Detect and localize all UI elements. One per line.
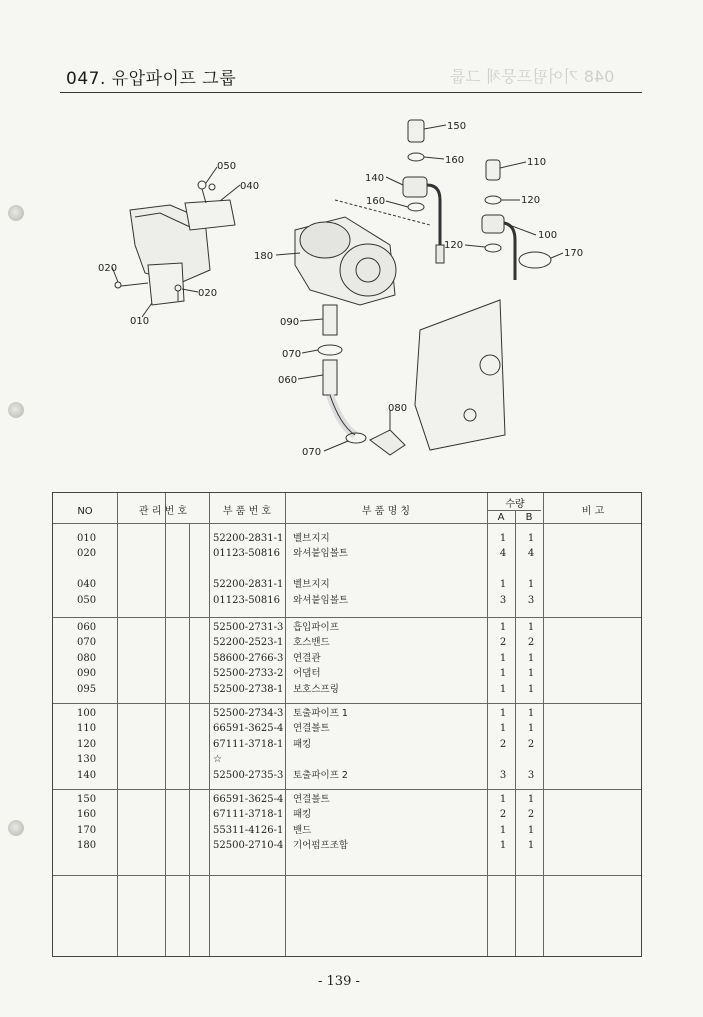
- qty-a-cell: 1: [499, 824, 507, 836]
- part-no-cell: 040: [77, 579, 97, 591]
- parts-table: [52, 492, 642, 957]
- part-number-cell: 52500-2734-3: [213, 708, 284, 719]
- part-name-cell: 토출파이프 1: [293, 708, 348, 719]
- callout-180: 180: [254, 251, 274, 262]
- callout-020: 020: [198, 288, 218, 299]
- page-title: 047. 유압파이프 그룹: [66, 69, 237, 89]
- callout-080: 080: [388, 403, 408, 414]
- qty-b-cell: 2: [527, 637, 535, 649]
- callout-150: 150: [447, 121, 467, 132]
- callout-110: 110: [527, 157, 547, 168]
- part-name-cell: 토출파이프 2: [293, 769, 348, 781]
- qty-b-cell: 1: [527, 840, 535, 852]
- qty-b-cell: 4: [527, 548, 535, 560]
- qty-a-cell: 2: [499, 809, 507, 821]
- part-number-cell: ☆: [213, 754, 222, 766]
- part-name-cell: 연결볼트: [293, 723, 330, 735]
- part-number-cell: 01123-50816: [213, 548, 281, 560]
- part-name-cell: 기어펌프조합: [293, 840, 349, 852]
- header-quantity: 수량: [505, 499, 525, 510]
- exploded-parts-diagram: [90, 105, 610, 475]
- pipe-block-140: [403, 177, 427, 197]
- binder-hole: [8, 402, 24, 418]
- qty-b-cell: 3: [527, 769, 535, 781]
- adapter-090: [323, 305, 337, 335]
- binder-hole: [8, 820, 24, 836]
- callout-120: 120: [444, 240, 464, 251]
- callout-070: 070: [302, 447, 322, 458]
- part-no-cell: 140: [77, 769, 97, 781]
- part-number-cell: 52500-2710-4: [213, 840, 284, 852]
- qty-a-cell: 1: [499, 683, 507, 695]
- header-part-number: 부 품 번 호: [222, 506, 272, 517]
- part-number-cell: 52500-2738-1: [213, 683, 284, 695]
- qty-b-cell: 2: [527, 738, 535, 750]
- bolt-110: [486, 160, 500, 180]
- part-name-cell: 패킹: [293, 738, 312, 750]
- header-remark: 비 고: [581, 506, 605, 517]
- bolt-150: [408, 120, 424, 142]
- part-name-cell: 연결볼트: [293, 794, 330, 805]
- pump-end-cover: [340, 244, 396, 296]
- part-no-cell: 100: [77, 708, 97, 719]
- part-no-cell: 080: [77, 652, 97, 664]
- qty-b-cell: 2: [527, 809, 535, 821]
- part-no-cell: 010: [77, 533, 97, 544]
- part-name-cell: 보호스프링: [293, 683, 339, 695]
- part-number-cell: 52200-2523-1: [213, 637, 284, 649]
- valve-support-upper: [185, 200, 235, 230]
- part-name-cell: 연결관: [293, 652, 321, 664]
- part-no-cell: 095: [77, 683, 97, 695]
- bleed-through-title: 048 기어펌프뭉체 그룹: [450, 67, 615, 86]
- qty-a-cell: 2: [499, 738, 507, 750]
- qty-b-cell: 1: [527, 824, 535, 836]
- part-number-cell: 52500-2733-2: [213, 668, 284, 680]
- header-management-number: 관 리 번 호: [138, 506, 188, 517]
- callout-120: 120: [521, 195, 541, 206]
- part-name-cell: 호스밴드: [293, 637, 330, 649]
- qty-b-cell: 1: [527, 794, 535, 805]
- part-number-cell: 67111-3718-1: [213, 809, 284, 821]
- part-number-cell: 52200-2831-1: [213, 579, 284, 591]
- part-name-cell: 밴드: [293, 824, 312, 836]
- part-name-cell: 흡입파이프: [293, 622, 339, 633]
- part-name-cell: 어댑터: [293, 668, 321, 680]
- bolt-050: [198, 181, 206, 189]
- valve-support-lower: [148, 263, 184, 305]
- part-no-cell: 090: [77, 668, 97, 680]
- part-name-cell: 와셔붙임볼트: [293, 594, 349, 606]
- part-no-cell: 020: [77, 548, 97, 560]
- part-number-cell: 67111-3718-1: [213, 738, 284, 750]
- qty-a-cell: 2: [499, 637, 507, 649]
- callout-170: 170: [564, 248, 584, 259]
- part-no-cell: 160: [77, 809, 97, 821]
- qty-a-cell: 3: [499, 769, 507, 781]
- header-qty-b: B: [525, 512, 533, 523]
- callout-020: 020: [98, 263, 118, 274]
- part-no-cell: 180: [77, 840, 97, 852]
- callout-100: 100: [538, 230, 558, 241]
- qty-b-cell: 1: [527, 579, 535, 591]
- part-number-cell: 01123-50816: [213, 594, 281, 606]
- callout-060: 060: [278, 375, 298, 386]
- discharge-pipe-1: [504, 223, 515, 280]
- qty-a-cell: 1: [499, 668, 507, 680]
- part-number-cell: 52500-2731-3: [213, 622, 284, 633]
- callout-090: 090: [280, 317, 300, 328]
- title-divider: [60, 92, 642, 93]
- header-qty-a: A: [497, 512, 505, 523]
- header-no: NO: [77, 506, 93, 517]
- part-no-cell: 170: [77, 824, 97, 836]
- callout-040: 040: [240, 181, 260, 192]
- hose-band-070-bottom: [346, 433, 366, 443]
- suction-pipe-060: [323, 360, 337, 395]
- qty-b-cell: 1: [527, 668, 535, 680]
- part-number-cell: 52500-2735-3: [213, 769, 284, 781]
- qty-a-cell: 1: [499, 723, 507, 735]
- part-no-cell: 150: [77, 794, 97, 805]
- part-no-cell: 070: [77, 637, 97, 649]
- qty-a-cell: 1: [499, 533, 507, 544]
- qty-a-cell: 3: [499, 594, 507, 606]
- header-part-name: 부 품 명 칭: [361, 506, 411, 517]
- page-number: - 139 -: [318, 974, 360, 989]
- qty-a-cell: 1: [499, 652, 507, 664]
- part-name-cell: 벨브지지: [293, 533, 330, 544]
- callout-010: 010: [130, 316, 150, 327]
- callout-160: 160: [445, 155, 465, 166]
- qty-b-cell: 3: [527, 594, 535, 606]
- part-no-cell: 110: [77, 723, 97, 735]
- part-number-cell: 52200-2831-1: [213, 533, 284, 544]
- qty-b-cell: 1: [527, 683, 535, 695]
- qty-a-cell: 1: [499, 579, 507, 591]
- bolt-020-left: [115, 282, 121, 288]
- part-name-cell: 와셔붙임볼트: [293, 548, 349, 560]
- part-no-cell: 130: [77, 754, 97, 766]
- qty-a-cell: 1: [499, 840, 507, 852]
- qty-b-cell: 1: [527, 622, 535, 633]
- qty-b-cell: 1: [527, 652, 535, 664]
- hose-band-070-top: [318, 345, 342, 355]
- connector-080: [370, 430, 405, 455]
- part-number-cell: 58600-2766-3: [213, 652, 284, 664]
- qty-b-cell: 1: [527, 723, 535, 735]
- part-no-cell: 060: [77, 622, 97, 633]
- binder-hole: [8, 205, 24, 221]
- part-name-cell: 패킹: [293, 809, 312, 821]
- qty-b-cell: 1: [527, 708, 535, 719]
- pipe-block-100: [482, 215, 504, 233]
- band-170: [519, 252, 551, 268]
- callout-160: 160: [366, 196, 386, 207]
- part-number-cell: 55311-4126-1: [213, 824, 284, 836]
- callout-050: 050: [217, 161, 237, 172]
- qty-a-cell: 1: [499, 794, 507, 805]
- part-number-cell: 66591-3625-4: [213, 794, 284, 805]
- qty-a-cell: 4: [499, 548, 507, 560]
- qty-a-cell: 1: [499, 708, 507, 719]
- qty-a-cell: 1: [499, 622, 507, 633]
- part-name-cell: 벨브지지: [293, 579, 330, 591]
- part-number-cell: 66591-3625-4: [213, 723, 284, 735]
- part-no-cell: 050: [77, 594, 97, 606]
- part-no-cell: 120: [77, 738, 97, 750]
- qty-b-cell: 1: [527, 533, 535, 544]
- callout-070: 070: [282, 349, 302, 360]
- callout-140: 140: [365, 173, 385, 184]
